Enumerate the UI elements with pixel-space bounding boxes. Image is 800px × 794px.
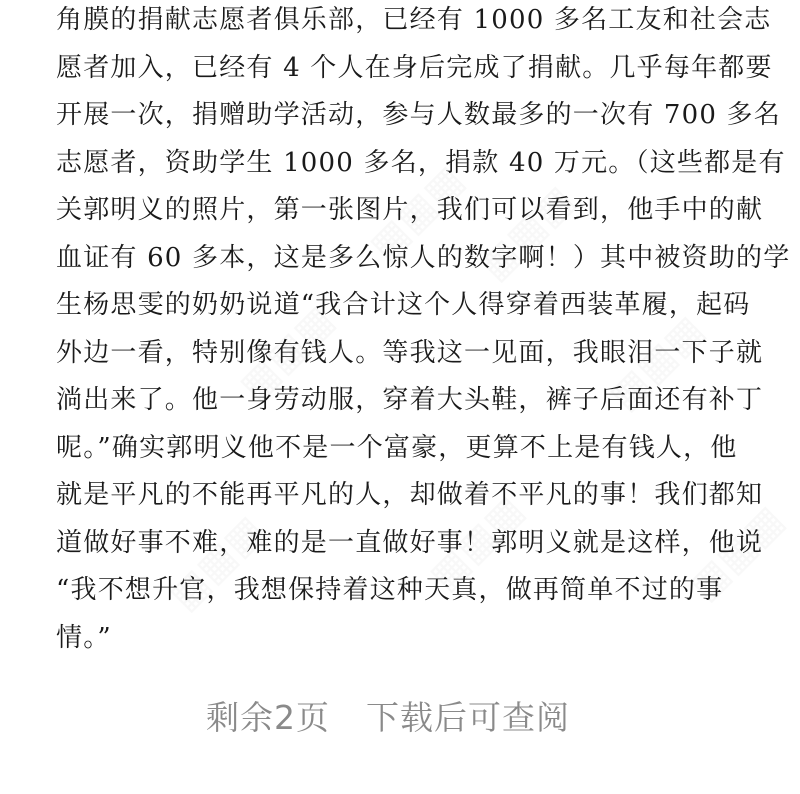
remaining-pages-label: 剩余2页 [206, 698, 330, 737]
text-line: 情。” [56, 622, 112, 653]
text-line: 角膜的捐献志愿者俱乐部，已经有 1000 多名工友和社会志 [56, 5, 772, 35]
watermark: ▦▦▦ [470, 176, 584, 290]
download-prompt-label[interactable]: 下载后可查阅 [366, 698, 570, 737]
text-line: 血证有 60 多本，这是多么惊人的数字啊！）其中被资助的学 [56, 242, 791, 273]
body-text [56, 0, 791, 665]
text-line: 志愿者，资助学生 1000 多名，捐款 40 万元。（这些都是有 [56, 147, 786, 178]
text-line: 愿者加入，已经有 4 个人在身后完成了捐献。几乎每年都要 [56, 52, 773, 83]
text-line: 就是平凡的不能再平凡的人，却做着不平凡的事！我们都知 [56, 480, 764, 510]
text-line: 淌出来了。他一身劳动服，穿着大头鞋，裤子后面还有补丁 [56, 385, 764, 415]
text-line: 道做好事不难，难的是一直做好事！郭明义就是这样，他说 [56, 527, 764, 558]
text-line: 开展一次，捐赠助学活动，参与人数最多的一次有 700 多名 [56, 100, 781, 130]
watermark: ▦▦▦ [160, 506, 274, 620]
text-line: “我不想升官，我想保持着这种天真，做再简单不过的事 [56, 575, 724, 605]
text-line: 生杨思雯的奶奶说道“我合计这个人得穿着西装革履，起码 [56, 290, 751, 320]
watermark: ▦▦▦ [360, 156, 474, 270]
watermark: ▦▦▦ [600, 306, 714, 420]
watermark: ▦▦▦ [680, 496, 794, 610]
watermark: ▦▦▦ [420, 486, 534, 600]
download-banner[interactable] [0, 692, 776, 739]
watermark: ▦▦▦ [230, 296, 344, 410]
text-line: 呢。”确实郭明义他不是一个富豪，更算不上是有钱人，他 [56, 432, 738, 463]
text-line: 关郭明义的照片，第一张图片，我们可以看到，他手中的献 [56, 195, 764, 225]
text-line: 外边一看，特别像有钱人。等我这一见面，我眼泪一下子就 [56, 337, 764, 368]
